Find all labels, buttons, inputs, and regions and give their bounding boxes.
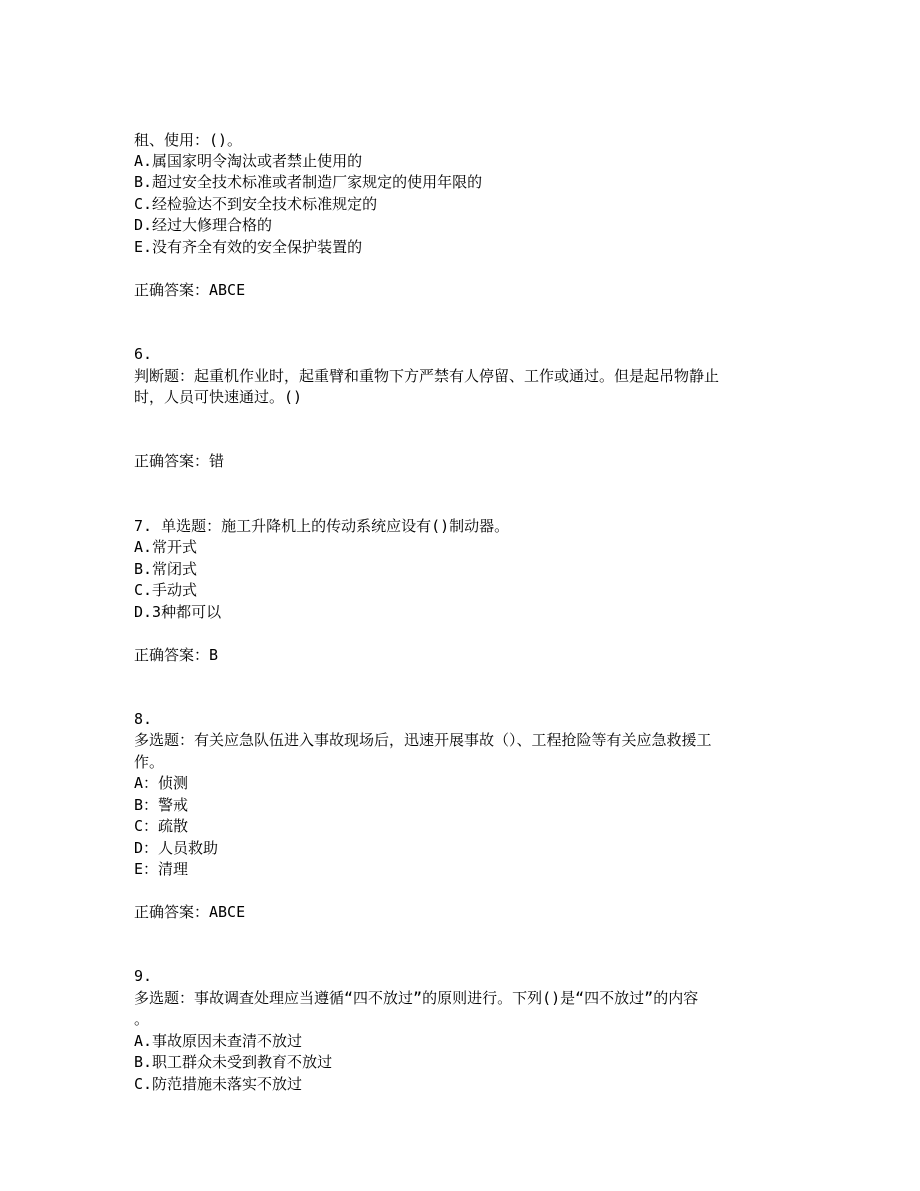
q9-stem-line2: 。 xyxy=(134,1010,150,1028)
q7-stem: 7. 单选题：施工升降机上的传动系统应设有()制动器。 xyxy=(134,517,510,535)
q7-option-c: C.手动式 xyxy=(134,581,198,599)
q9-number: 9. xyxy=(134,967,153,985)
q5-answer: 正确答案：ABCE xyxy=(134,281,246,299)
q9-option-c: C.防范措施未落实不放过 xyxy=(134,1075,303,1093)
q7-option-d: D.3种都可以 xyxy=(134,603,222,621)
q7-answer: 正确答案：B xyxy=(134,646,219,664)
q8-option-c: C：疏散 xyxy=(134,817,189,835)
q9-option-a: A.事故原因未查清不放过 xyxy=(134,1032,303,1050)
q9-option-b: B.职工群众未受到教育不放过 xyxy=(134,1053,333,1071)
q5-option-b: B.超过安全技术标准或者制造厂家规定的使用年限的 xyxy=(134,173,483,191)
q6-number: 6. xyxy=(134,345,153,363)
q8-stem-line2: 作。 xyxy=(134,753,165,771)
q6-answer: 正确答案：错 xyxy=(134,452,225,470)
q6-stem-line1: 判断题：起重机作业时，起重臂和重物下方严禁有人停留、工作或通过。但是起吊物静止 xyxy=(134,367,720,385)
q5-stem-tail: 租、使用：()。 xyxy=(134,131,243,149)
q5-option-c: C.经检验达不到安全技术标准规定的 xyxy=(134,195,378,213)
q9-stem-line1: 多选题：事故调查处理应当遵循“四不放过”的原则进行。下列()是“四不放过”的内容 xyxy=(134,989,699,1007)
q6-stem-line2: 时，人员可快速通过。() xyxy=(134,388,303,406)
q8-option-e: E：清理 xyxy=(134,860,189,878)
q8-answer: 正确答案：ABCE xyxy=(134,903,246,921)
q8-option-d: D：人员救助 xyxy=(134,839,219,857)
q5-option-e: E.没有齐全有效的安全保护装置的 xyxy=(134,238,363,256)
q8-number: 8. xyxy=(134,710,153,728)
q8-option-b: B：警戒 xyxy=(134,796,189,814)
q8-stem-line1: 多选题：有关应急队伍进入事故现场后，迅速开展事故（）、工程抢险等有关应急救援工 xyxy=(134,731,712,749)
q5-option-d: D.经过大修理合格的 xyxy=(134,216,273,234)
q7-option-b: B.常闭式 xyxy=(134,560,198,578)
q5-option-a: A.属国家明令淘汰或者禁止使用的 xyxy=(134,152,363,170)
q7-option-a: A.常开式 xyxy=(134,538,198,556)
q8-option-a: A：侦测 xyxy=(134,774,189,792)
